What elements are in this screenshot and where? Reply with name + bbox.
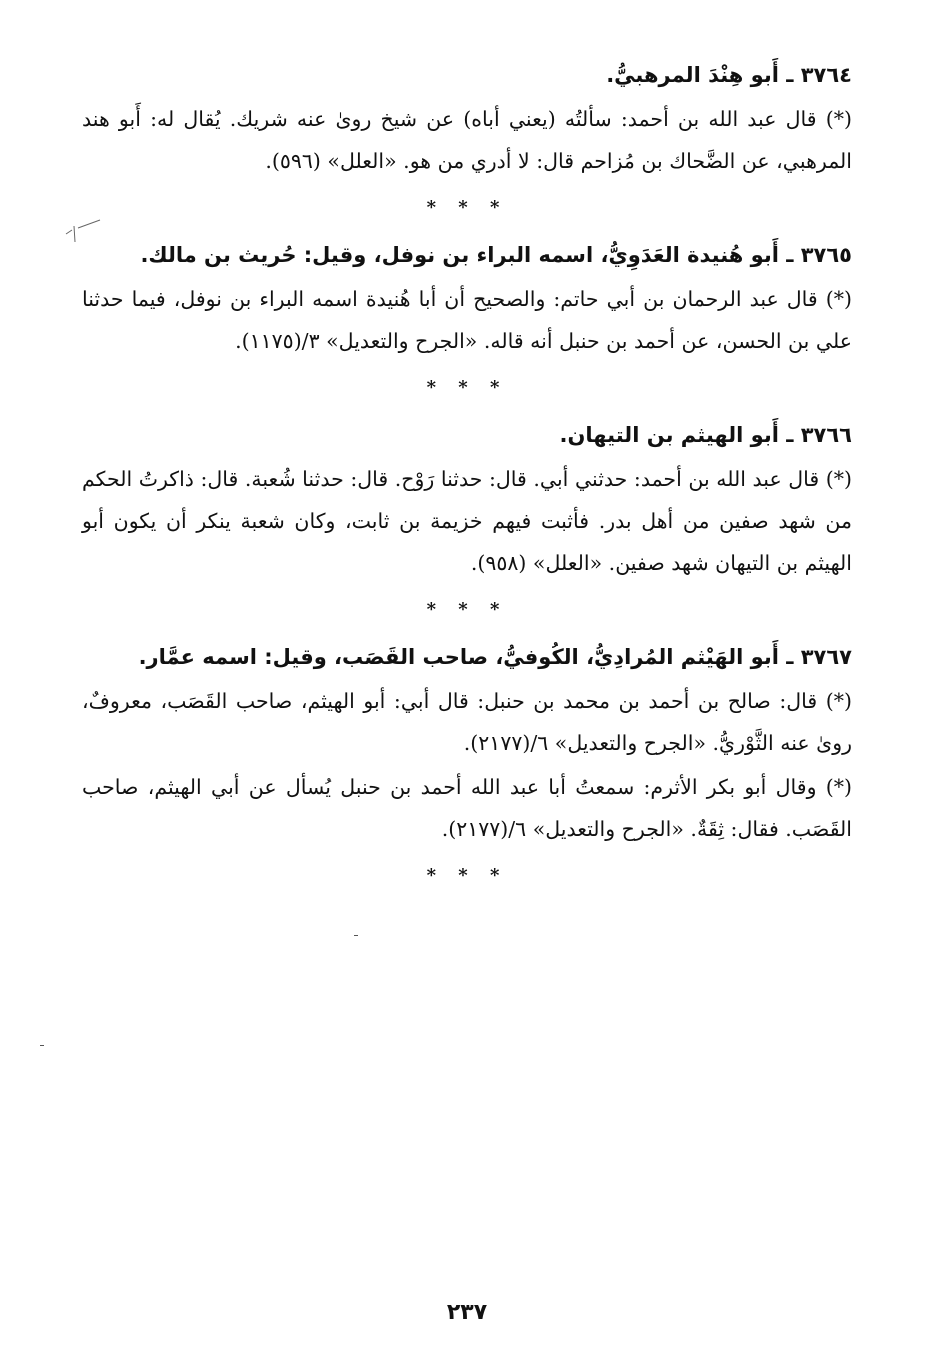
scan-speck [354, 935, 358, 936]
section-separator: * * * [426, 377, 508, 398]
entry-paragraph: (*) وقال أبو بكر الأثرم: سمعتُ أبا عبد الله أحمد بن حنبل يُسأل عن أبي الهيثم، صاحب القَصَب. فقال: ثِقَةٌ. «الجرح والتعديل» ٦/(٢١٧٧). [82, 775, 852, 841]
entry-heading: ٣٧٦٥ ـ أَبو هُنيدة العَدَوِيُّ، اسمه البراء بن نوفل، وقيل: حُريث بن مالك. [140, 243, 852, 267]
entry-heading: ٣٧٦٦ ـ أَبو الهيثم بن التيهان. [559, 423, 852, 447]
entry-3767 [82, 640, 852, 850]
section-separator: * * * [426, 197, 508, 218]
section-separator: * * * [426, 865, 508, 886]
entry-3765 [82, 238, 852, 362]
page-body [82, 58, 852, 906]
entry-paragraph: (*) قال عبد الله بن أحمد: سألتُه (يعني أباه) عن شيخ روىٰ عنه شريك. يُقال له: أَبو هند المرهبي، عن الضَّحاك بن مُزاحم قال: لا أدري من هو. «العلل» (٥٩٦). [82, 107, 852, 173]
entry-3766 [82, 418, 852, 584]
entry-paragraph: (*) قال عبد الله بن أحمد: حدثني أبي. قال: حدثنا رَوْح. قال: حدثنا شُعبة. قال: ذاكرتُ الحكم من شهد صفين من أهل بدر. فأثبت فيهم خزيمة بن ثابت، وكان شعبة ينكر أن يكون أبو الهيثم بن التيهان شهد صفين. «العلل» (٩٥٨). [82, 467, 852, 575]
entry-heading: ٣٧٦٧ ـ أَبو الهَيْثم المُرادِيُّ، الكُوفيُّ، صاحب القَصَب، وقيل: اسمه عمَّار. [138, 645, 852, 669]
margin-scribble-icon [62, 216, 104, 246]
entry-3764 [82, 58, 852, 182]
scan-speck [40, 1045, 44, 1046]
entry-heading: ٣٧٦٤ ـ أَبو هِنْدَ المرهبيُّ. [606, 63, 852, 87]
section-separator: * * * [426, 599, 508, 620]
entry-paragraph: (*) قال عبد الرحمان بن أبي حاتم: والصحيح أن أبا هُنيدة اسمه البراء بن نوفل، فيما حدثنا علي بن الحسن، عن أحمد بن حنبل أنه قاله. «الجرح والتعديل» ٣/(١١٧٥). [82, 287, 852, 353]
entry-paragraph: (*) قال: صالح بن أحمد بن محمد بن حنبل: قال أبي: أبو الهيثم، صاحب القَصَب، معروفٌ، روىٰ عنه الثَّوْريُّ. «الجرح والتعديل» ٦/(٢١٧٧). [82, 689, 852, 755]
page-number: ٢٣٧ [446, 1300, 488, 1325]
